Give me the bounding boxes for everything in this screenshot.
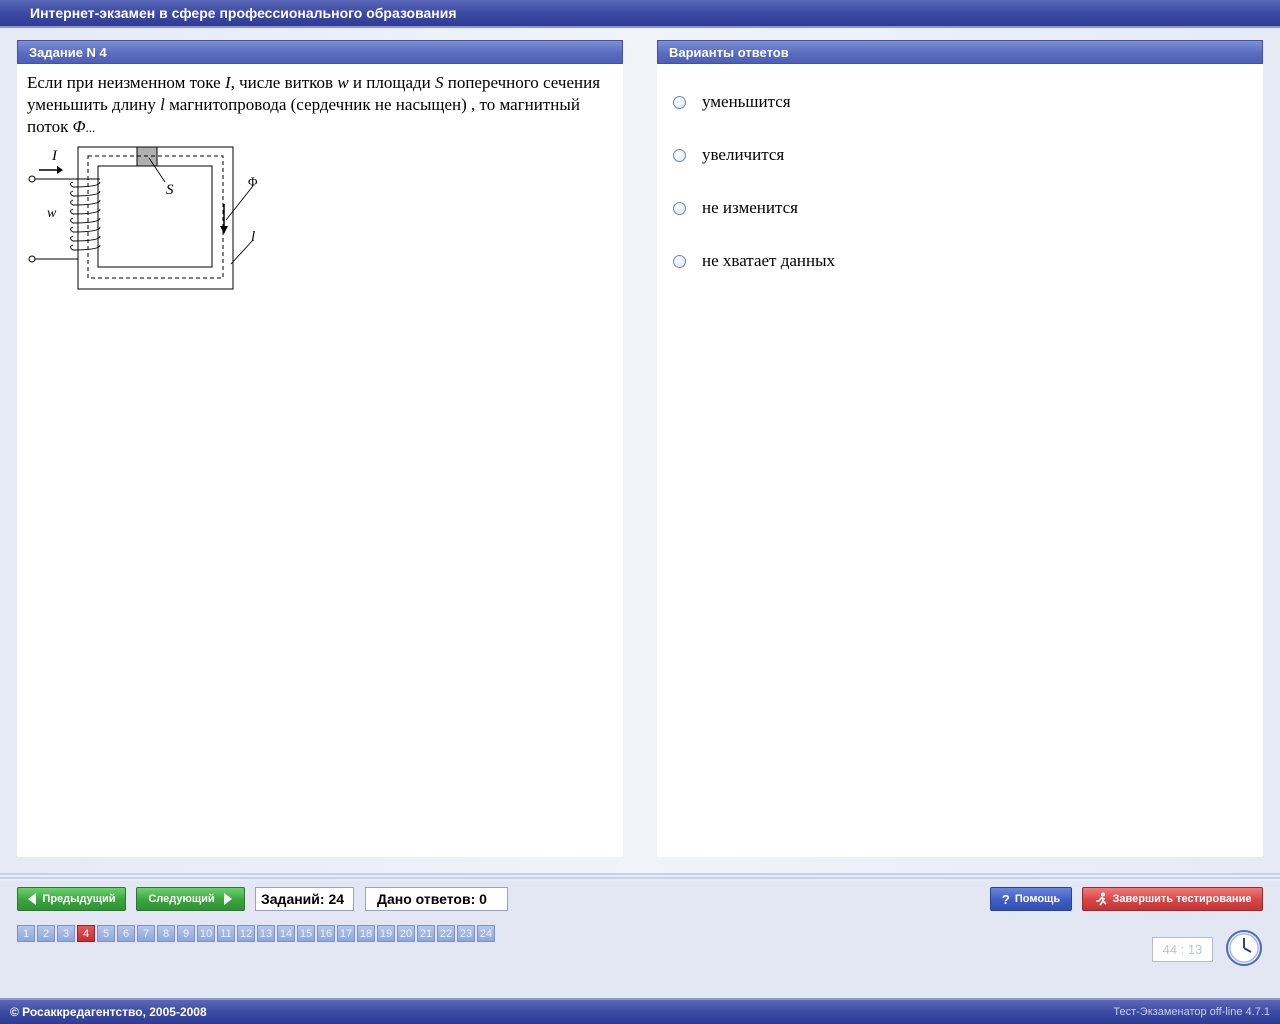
divider-strip (0, 873, 1280, 881)
arrow-left-icon (27, 892, 37, 906)
radio-button[interactable] (673, 96, 686, 109)
task-number-18[interactable]: 18 (357, 925, 375, 942)
task-number-21[interactable]: 21 (417, 925, 435, 942)
question-text (27, 72, 617, 139)
label-current: I (52, 148, 57, 164)
question-part: магнитопровода (сердечник не насыщен) , то магнитный поток (27, 95, 580, 136)
timer-display: 44 : 13 (1152, 937, 1213, 962)
help-label: Помощь (1014, 893, 1061, 905)
question-part: Если при неизменном токе (27, 73, 225, 92)
terminal-bottom (29, 256, 35, 262)
answer-label: увеличится (702, 145, 785, 164)
finish-label: Завершить тестирование (1112, 893, 1252, 905)
task-number-24[interactable]: 24 (477, 925, 495, 942)
question-part: ... (85, 120, 96, 135)
radio-button[interactable] (673, 255, 686, 268)
task-number-10[interactable]: 10 (197, 925, 215, 942)
prev-button[interactable] (17, 887, 126, 911)
label-length: l (251, 229, 256, 245)
label-area: S (166, 182, 174, 198)
task-number-6[interactable]: 6 (117, 925, 135, 942)
var-area: S (434, 73, 444, 92)
task-number-4[interactable]: 4 (77, 925, 95, 942)
radio-button[interactable] (673, 202, 686, 215)
label-flux: Φ (248, 174, 258, 189)
task-number-2[interactable]: 2 (37, 925, 55, 942)
task-number-11[interactable]: 11 (217, 925, 235, 942)
answers-header: Варианты ответов (657, 40, 1263, 64)
var-length: l (160, 95, 165, 114)
answer-option-1[interactable] (673, 91, 791, 113)
answer-label: не хватает данных (702, 251, 836, 270)
copyright: © Росаккредагентство, 2005-2008 (10, 1005, 207, 1019)
task-panel (17, 40, 623, 857)
answer-option-4[interactable] (673, 250, 835, 272)
answered-counter: Дано ответов: 0 (365, 887, 508, 911)
var-flux: Φ (72, 117, 86, 136)
answer-option-3[interactable] (673, 197, 798, 219)
prev-label: Предыдущий (42, 893, 116, 905)
task-number-3[interactable]: 3 (57, 925, 75, 942)
length-leader (231, 240, 253, 264)
answer-label: не изменится (702, 198, 798, 217)
finish-button[interactable] (1082, 887, 1263, 911)
task-number-5[interactable]: 5 (97, 925, 115, 942)
clock-icon (1225, 929, 1263, 967)
tasks-counter: Заданий: 24 (255, 887, 354, 911)
title-bar (0, 0, 1280, 28)
running-man-icon (1094, 892, 1108, 906)
task-number-13[interactable]: 13 (257, 925, 275, 942)
task-number-12[interactable]: 12 (237, 925, 255, 942)
task-number-17[interactable]: 17 (337, 925, 355, 942)
radio-button[interactable] (673, 149, 686, 162)
magnetic-circuit-diagram (25, 144, 275, 294)
task-number-nav (17, 925, 497, 942)
task-number-1[interactable]: 1 (17, 925, 35, 942)
question-part: и площади (348, 73, 435, 92)
task-number-15[interactable]: 15 (297, 925, 315, 942)
task-header: Задание N 4 (17, 40, 623, 64)
answers-panel (657, 40, 1263, 857)
task-number-9[interactable]: 9 (177, 925, 195, 942)
footer-bar (0, 998, 1280, 1024)
question-part: поперечного сечения уменьшить длину (27, 73, 601, 114)
answer-option-2[interactable] (673, 144, 784, 166)
question-part: , числе витков (230, 73, 338, 92)
arrow-right-icon (223, 892, 233, 906)
task-number-22[interactable]: 22 (437, 925, 455, 942)
task-number-20[interactable]: 20 (397, 925, 415, 942)
next-label: Следующий (148, 893, 215, 905)
task-number-16[interactable]: 16 (317, 925, 335, 942)
question-icon: ? (1001, 891, 1010, 907)
terminal-top (29, 176, 35, 182)
current-arrowhead (57, 166, 63, 174)
task-number-7[interactable]: 7 (137, 925, 155, 942)
core-inner (98, 166, 212, 267)
task-number-8[interactable]: 8 (157, 925, 175, 942)
version: Тест-Экзаменатор off-line 4.7.1 (1113, 1006, 1270, 1018)
task-number-23[interactable]: 23 (457, 925, 475, 942)
var-current: I (224, 73, 231, 92)
help-button[interactable] (990, 887, 1072, 911)
task-number-14[interactable]: 14 (277, 925, 295, 942)
task-number-19[interactable]: 19 (377, 925, 395, 942)
next-button[interactable] (136, 887, 245, 911)
label-turns: w (47, 206, 57, 221)
var-turns: w (337, 73, 349, 92)
app-title: Интернет-экзамен в сфере профессионального образования (30, 5, 457, 21)
answer-label: уменьшится (702, 92, 791, 111)
